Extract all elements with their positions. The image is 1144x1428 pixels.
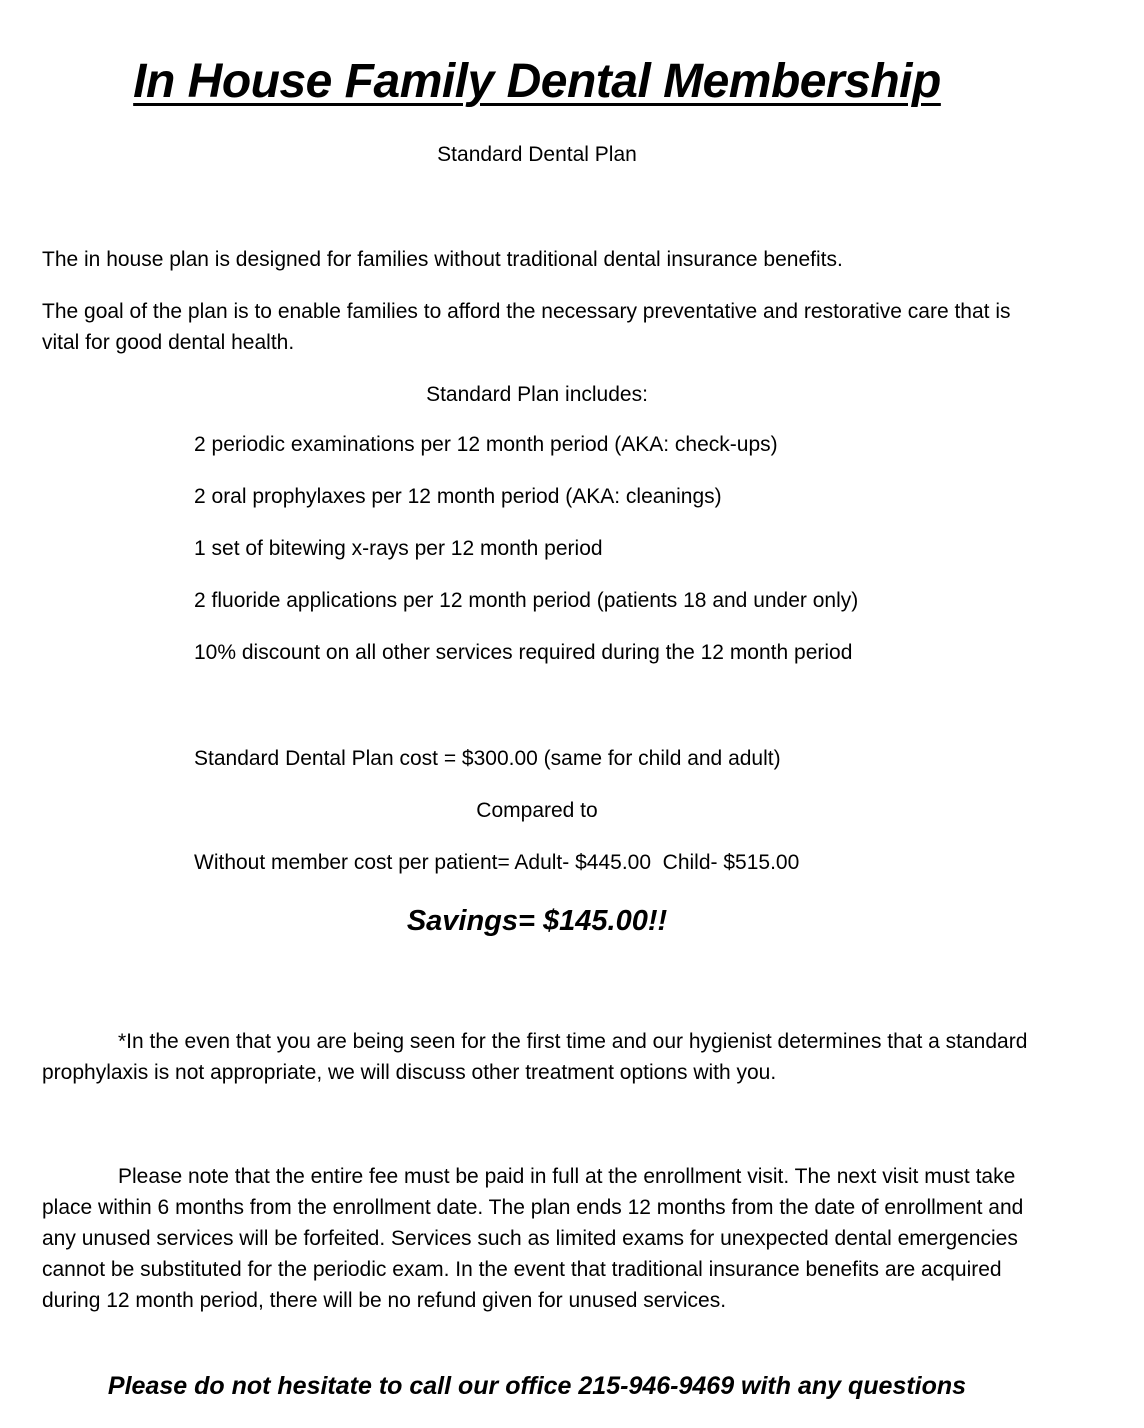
includes-heading: Standard Plan includes: <box>426 383 648 406</box>
non-member-cost-line: Without member cost per patient= Adult- $445.00 Child- $515.00 <box>194 851 800 874</box>
list-item: 2 fluoride applications per 12 month period (patients 18 and under only) <box>194 589 859 612</box>
plan-cost-line: Standard Dental Plan cost = $300.00 (same for child and adult) <box>194 747 781 770</box>
list-item: 2 periodic examinations per 12 month period (AKA: check-ups) <box>194 433 778 456</box>
list-item: 10% discount on all other services required during the 12 month period <box>194 641 853 664</box>
first-visit-note-text: *In the even that you are being seen for the first time and our hygienist determines that a standard prophylaxis is not appropriate, we will discuss other treatment options with you. <box>42 1030 1028 1084</box>
contact-closing: Please do not hesitate to call our office 215-946-9469 with any questions <box>107 1372 967 1400</box>
includes-list <box>194 432 858 692</box>
list-item: 2 oral prophylaxes per 12 month period (AKA: cleanings) <box>194 485 722 508</box>
plan-subtitle: Standard Dental Plan <box>437 143 637 166</box>
fee-policy-note <box>42 1161 1052 1316</box>
goal-paragraph: The goal of the plan is to enable families to afford the necessary preventative and restorative care that is vital for good dental health. <box>42 300 1011 354</box>
list-item: 1 set of bitewing x-rays per 12 month period <box>194 537 603 560</box>
savings-callout: Savings= $145.00!! <box>406 905 668 937</box>
intro-paragraph: The in house plan is designed for families without traditional dental insurance benefits. <box>42 248 843 271</box>
compared-to-label: Compared to <box>476 799 598 822</box>
first-visit-note <box>42 1026 1052 1088</box>
fee-policy-note-text: Please note that the entire fee must be paid in full at the enrollment visit. The next visit must take place within 6 months from the enrollment date. The plan ends 12 months from the date of enrollment and any unused services will be forfeited. Services such as limited exams for unexpected dental emergencies cannot be substituted for the periodic exam. In the event that traditional insurance benefits are acquired during 12 month period, there will be no refund given for unused services. <box>42 1165 1024 1312</box>
page-title: In House Family Dental Membership <box>133 55 941 108</box>
